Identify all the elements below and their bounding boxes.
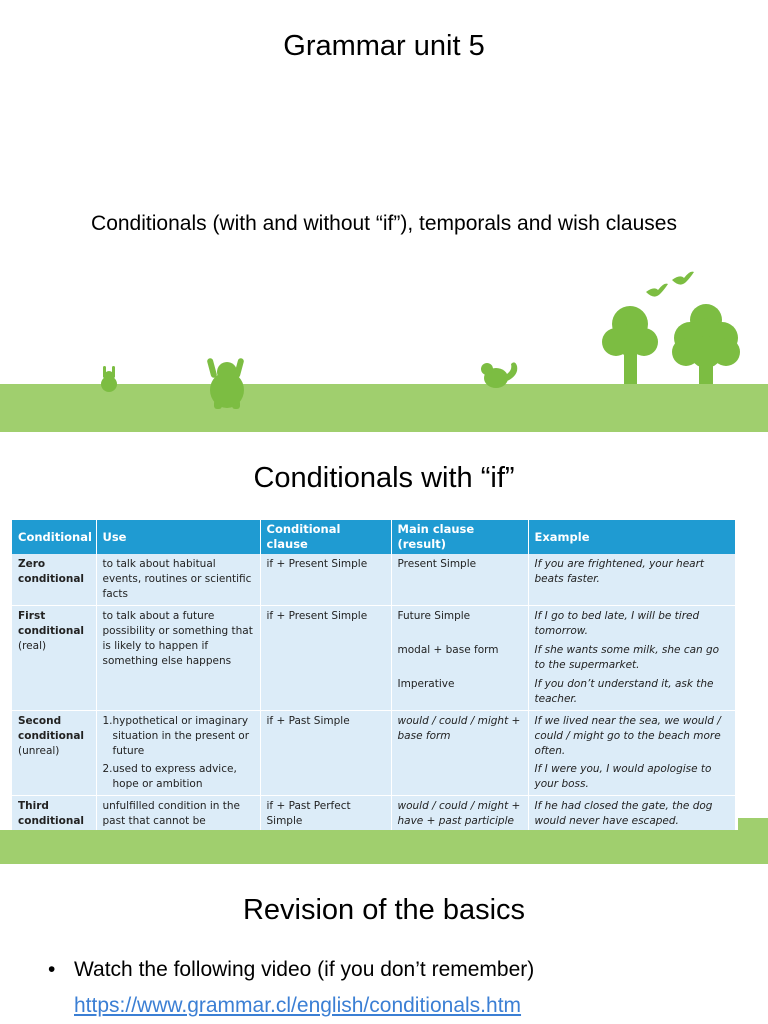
zero-conditional-use: to talk about habitual events, routines or scientific facts <box>96 554 260 606</box>
first-conditional-example-1: If I go to bed late, I will be tired tomorrow. <box>534 610 700 637</box>
use-number-2: 2. <box>102 763 113 775</box>
slide-2-title: Conditionals with “if” <box>253 462 515 494</box>
tree-icon <box>602 306 658 384</box>
first-conditional-type: (real) <box>18 640 47 652</box>
third-conditional-use: unfulfilled condition in the past that cannot be <box>96 796 260 878</box>
small-rabbit-icon <box>101 366 117 392</box>
first-conditional-clause: if + Present Simple <box>260 606 391 711</box>
slide-2 <box>0 432 768 864</box>
first-conditional-main-3: Imperative <box>397 678 455 690</box>
conditionals-table <box>12 520 735 878</box>
grass-strip-edge <box>738 818 768 832</box>
slide-1-title: Grammar unit 5 <box>283 30 485 62</box>
birds-icon <box>646 272 694 297</box>
slide-1-subtitle: Conditionals (with and without “if”), temporals and wish clauses <box>91 212 677 235</box>
second-conditional-type: (unreal) <box>18 745 60 757</box>
zero-conditional-example: If you are frightened, your heart beats faster. <box>528 554 735 606</box>
first-conditional-main-cell <box>391 606 528 711</box>
grass-strip-bottom <box>0 830 768 864</box>
third-conditional-clause: if + Past Perfect Simple <box>260 796 391 878</box>
header-example: Example <box>528 520 735 554</box>
slide-1 <box>0 0 768 432</box>
first-conditional-main-2: modal + base form <box>397 644 499 656</box>
first-conditional-use: to talk about a future possibility or something that is likely to happen if something else happens <box>96 606 260 711</box>
bullet-text: Watch the following video (if you don’t remember) <box>74 958 535 981</box>
first-conditional-example-cell <box>528 606 735 711</box>
third-conditional-name: Third conditional <box>18 800 85 827</box>
second-conditional-use-2: used to express advice, hope or ambition <box>112 763 237 790</box>
table-row <box>12 606 735 711</box>
table-row <box>12 711 735 796</box>
second-conditional-main: would / could / might + base form <box>391 711 528 796</box>
table-row <box>12 554 735 606</box>
zero-conditional-name: Zero conditional <box>12 554 96 606</box>
header-conditional-clause: Conditional clause <box>260 520 391 554</box>
bullet-glyph: • <box>48 958 56 981</box>
second-conditional-example-2: If I were you, I would apologise to your boss. <box>534 763 712 790</box>
first-conditional-example-3: If you don’t understand it, ask the teacher. <box>534 678 714 705</box>
meadow-illustration <box>0 260 768 432</box>
header-conditional: Conditional <box>12 520 96 554</box>
header-main-clause: Main clause (result) <box>391 520 528 554</box>
third-conditional-main: would / could / might + have + past participle <box>391 796 528 878</box>
header-use: Use <box>96 520 260 554</box>
table-header-row <box>12 520 735 554</box>
second-conditional-clause: if + Past Simple <box>260 711 391 796</box>
second-conditional-example-cell <box>528 711 735 796</box>
third-conditional-example: If he had closed the gate, the dog would never have escaped. <box>534 800 713 827</box>
grass-strip <box>0 384 768 432</box>
conditionals-link[interactable]: https://www.grammar.cl/english/conditionals.htm <box>74 994 522 1017</box>
second-conditional-use-1: hypothetical or imaginary situation in the present or future <box>112 715 250 757</box>
slide-3 <box>0 864 768 1024</box>
slide-3-title: Revision of the basics <box>242 894 526 926</box>
second-conditional-name: Second conditional <box>18 715 85 742</box>
first-conditional-example-2: If she wants some milk, she can go to the supermarket. <box>534 644 720 671</box>
first-conditional-main-1: Future Simple <box>397 610 471 622</box>
second-conditional-use-cell <box>96 711 260 796</box>
zero-conditional-main: Present Simple <box>391 554 528 606</box>
second-conditional-example-1: If we lived near the sea, we would / could / might go to the beach more often. <box>534 715 721 757</box>
first-conditional-name: First conditional <box>18 610 85 637</box>
second-conditional-cell <box>12 711 96 796</box>
use-number-1: 1. <box>102 715 113 727</box>
tree-icon-large <box>672 304 740 384</box>
bullet-item <box>48 958 534 982</box>
first-conditional-cell <box>12 606 96 711</box>
zero-conditional-clause: if + Present Simple <box>260 554 391 606</box>
